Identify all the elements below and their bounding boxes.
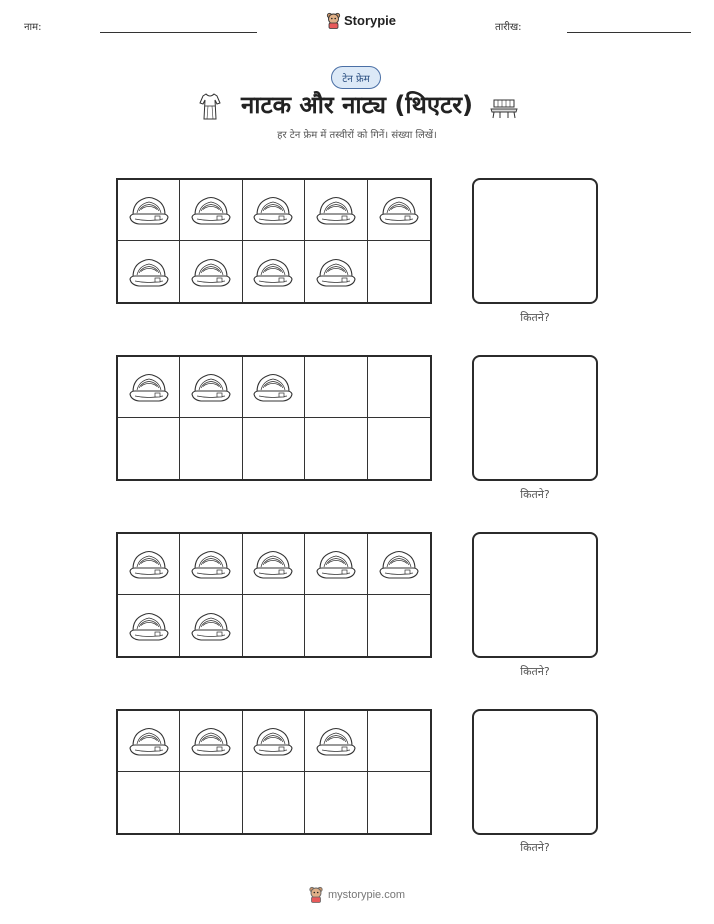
theater-hat-icon (316, 255, 356, 289)
theater-hat-icon (191, 255, 231, 289)
frame-cell (118, 241, 180, 302)
answer-box-1[interactable] (472, 178, 598, 304)
frame-cell (118, 772, 180, 833)
frame-cell (305, 711, 367, 772)
frame-cell (118, 357, 180, 418)
theater-hat-icon (253, 547, 293, 581)
frame-cell (368, 595, 430, 656)
frame-cell (305, 180, 367, 241)
theater-hat-icon (379, 547, 419, 581)
frame-cell (243, 711, 305, 772)
frame-cell (305, 241, 367, 302)
frame-cell (243, 418, 305, 479)
theater-hat-icon (253, 193, 293, 227)
frame-cell (180, 772, 242, 833)
storypie-mascot-icon (308, 886, 324, 903)
theater-hat-icon (191, 609, 231, 643)
frame-cell (243, 534, 305, 595)
frame-cell (243, 180, 305, 241)
frame-cell (243, 595, 305, 656)
theater-hat-icon (129, 609, 169, 643)
storypie-mascot-icon (326, 12, 341, 29)
brand-name: Storypie (344, 13, 397, 28)
theater-hat-icon (316, 547, 356, 581)
frame-cell (305, 595, 367, 656)
frame-cell (118, 711, 180, 772)
answer-label-1: कितने? (520, 311, 550, 324)
theater-hat-icon (379, 193, 419, 227)
frame-cell (368, 711, 430, 772)
theater-hat-icon (253, 370, 293, 404)
frame-cell (243, 772, 305, 833)
frame-cell (368, 357, 430, 418)
theater-hat-icon (253, 724, 293, 758)
theater-hat-icon (129, 547, 169, 581)
theater-hat-icon (191, 724, 231, 758)
frame-cell (243, 357, 305, 418)
date-label: तारीख: (495, 22, 522, 33)
frame-cell (118, 595, 180, 656)
theater-hat-icon (253, 255, 293, 289)
frame-cell (118, 534, 180, 595)
footer-url: mystorypie.com (328, 888, 406, 901)
theater-hat-icon (191, 193, 231, 227)
frame-cell (243, 241, 305, 302)
frame-cell (305, 418, 367, 479)
page-title: नाटक और नाट्य (थिएटर) (240, 91, 474, 119)
brand-logo (326, 12, 396, 29)
instructions: हर टेन फ्रेम में तस्वीरों को गिनें। संख्या लिखें। (277, 130, 437, 141)
frame-cell (180, 711, 242, 772)
theater-bench-icon (490, 96, 518, 120)
theater-hat-icon (129, 724, 169, 758)
ten-frame-4 (116, 709, 432, 835)
theater-hat-icon (129, 370, 169, 404)
frame-cell (118, 180, 180, 241)
theater-hat-icon (129, 193, 169, 227)
frame-cell (305, 534, 367, 595)
frame-cell (180, 180, 242, 241)
ten-frame-3 (116, 532, 432, 658)
name-label: नाम: (24, 22, 42, 33)
frame-cell (305, 357, 367, 418)
ten-frame-badge: टेन फ्रेम (331, 66, 381, 89)
answer-box-2[interactable] (472, 355, 598, 481)
frame-cell (305, 772, 367, 833)
name-line[interactable] (100, 32, 257, 33)
frame-cell (118, 418, 180, 479)
frame-cell (368, 241, 430, 302)
frame-cell (180, 357, 242, 418)
frame-cell (368, 534, 430, 595)
date-line[interactable] (567, 32, 691, 33)
theater-hat-icon (191, 370, 231, 404)
answer-box-4[interactable] (472, 709, 598, 835)
answer-label-2: कितने? (520, 488, 550, 501)
frame-cell (180, 418, 242, 479)
frame-cell (180, 534, 242, 595)
theater-hat-icon (316, 724, 356, 758)
answer-label-3: कितने? (520, 665, 550, 678)
frame-cell (180, 595, 242, 656)
answer-label-4: कितने? (520, 841, 550, 854)
frame-cell (368, 772, 430, 833)
theater-hat-icon (316, 193, 356, 227)
theater-hat-icon (191, 547, 231, 581)
theater-hat-icon (129, 255, 169, 289)
answer-box-3[interactable] (472, 532, 598, 658)
ten-frame-1 (116, 178, 432, 304)
frame-cell (368, 180, 430, 241)
footer (308, 886, 405, 903)
ten-frame-2 (116, 355, 432, 481)
frame-cell (180, 241, 242, 302)
frame-cell (368, 418, 430, 479)
